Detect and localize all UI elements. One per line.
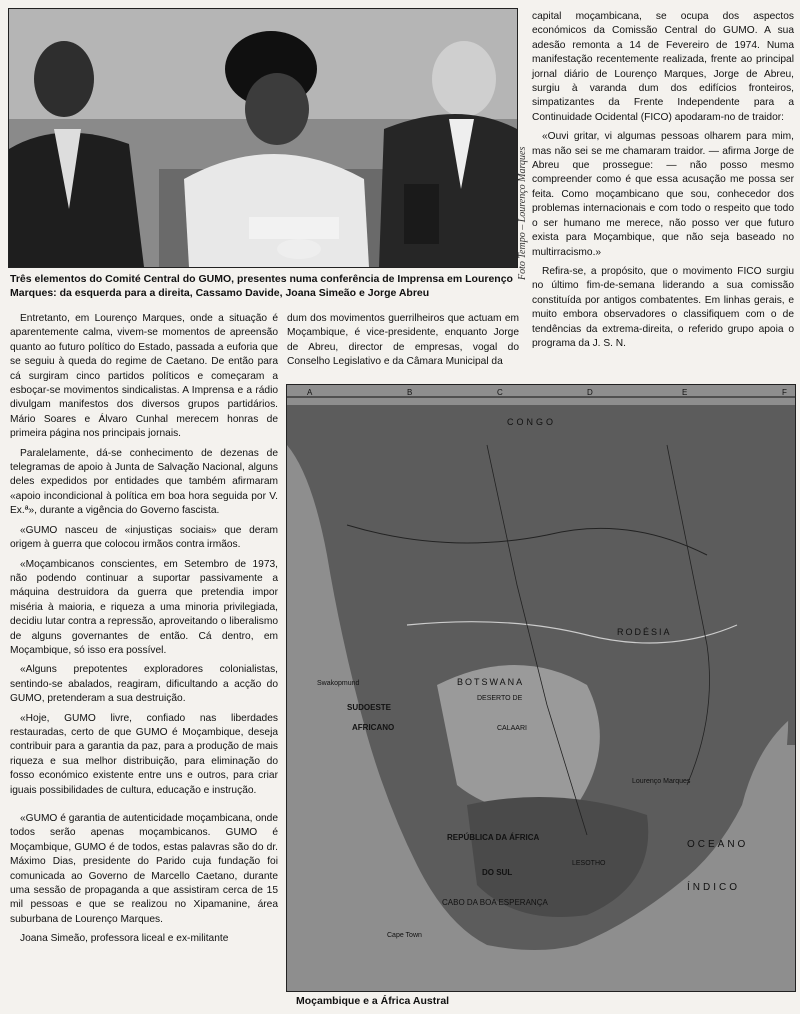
photo-credit: Foto Tempo – Lourenço Marques [517, 146, 528, 280]
article-column-3 [532, 10, 794, 356]
map-label-botswana: BOTSWANA [457, 677, 525, 687]
paragraph: «Hoje, GUMO livre, confiado nas liberdades restauradas, certo de que GUMO é Moçambique, deseja contribuir para a garantia da paz, para a produção de mais riqueza e sua melhor distribuição, para eliminação do fosso económico existente entre uns e outros, para criar iguais possibilidades de cultura, educação e instrução. [10, 712, 278, 796]
map-label-indico: ÍNDICO [687, 882, 740, 893]
grid-letter: D [587, 388, 593, 397]
map-label-sudoeste: SUDOESTE [347, 703, 392, 712]
paragraph: «Ouvi gritar, vi algumas pessoas olharem para mim, mas não sei se me chamaram traidor. — afirma Jorge de Abreu que prossegue: — não posso mesmo compreender como é que essa acusação me possa ser feita. Como moçambicano que sou, conhecedor dos problemas internacionais e com todo o respeito que todo o ser humano me merece, não posso ver que futuro exista para Moçambique, que não seja baseado no multirracismo.» [532, 131, 794, 258]
photo-caption: Três elementos do Comité Central do GUMO, presentes numa conferência de Imprensa em Lourenço Marques: da esquerda para a direita, Cassamo Davide, Joana Simeão e Jorge Abreu [10, 273, 513, 299]
grid-letter: E [682, 388, 688, 397]
grid-letter: A [307, 388, 313, 397]
map-label-cape-town: Cape Town [387, 932, 422, 939]
article-column-1 [10, 312, 278, 952]
paragraph: «GUMO é garantia de autenticidade moçambicana, onde todos serão apenas moçambicanos. GUMO é Moçambique, GUMO é de todos, estas palavras são do dr. Máximo Dias, presidente do Parido cuja fundação foi comunicada ao Governo de Marcello Caetano, durante uma sessão de propaganda a que assistiram cerca de 15 mil pessoas e que se realizou no Xipamanine, área suburbana de Lourenço Marques. [10, 813, 278, 925]
grid-letter: F [782, 388, 787, 397]
paragraph: capital moçambicana, se ocupa dos aspectos económicos da Comissão Central do GUMO. A sua adesão remonta a 14 de Fevereiro de 1974. Numa manifestação recentemente realizada, frente ao principal jornal diário de Lourenço Marques, Jorge de Abreu, surgiu à varanda dum dos edifícios fronteiros, simpatizantes da Frente Independente para a Continuidade Ocidental (FICO) apodaram-no de traidor: [532, 11, 794, 123]
map-label-lesotho: LESOTHO [572, 860, 606, 867]
southern-africa-map [286, 384, 796, 992]
map-label-calaari: CALAARI [497, 725, 527, 732]
map-label-deserto: DESERTO DE [477, 695, 523, 702]
paragraph: «Moçambicanos conscientes, em Setembro de 1973, não podendo continuar a suportar passivamente a máquina destruidora da guerra que pretendia impor miséria à maioria, e riqueza a uma minoria privilegiada, decidiu lutar contra a repressão, aproveitando o liberalismo de alguns governantes de então. Cá dentro, em Moçambique, só isso era possível. [10, 558, 278, 656]
map-label-swakopmund: Swakopmund [317, 680, 360, 687]
map-label-africano: AFRICANO [352, 723, 395, 732]
grid-letter: C [497, 388, 503, 397]
map-label-congo: CONGO [507, 417, 557, 427]
map-label-rep-africa: REPÚBLICA DA ÁFRICA [447, 833, 540, 842]
map-label-rhodesia: RODÉSIA [617, 627, 672, 637]
paragraph: Paralelamente, dá-se conhecimento de dezenas de telegramas de apoio à Junta de Salvação Nacional, alguns deles expedidos por entidades que também afirmaram «apoio incondicional à política em boa hora seguida por V. Ex.ª», durante a vigência do Governo fascista. [10, 447, 278, 517]
map-label-oceano: OCEANO [687, 839, 749, 850]
map-label-lourenco: Lourenço Marques [632, 778, 691, 785]
paragraph: «GUMO nasceu de «injustiças sociais» que deram origem à guerra que colocou irmãos contra irmãos. [10, 524, 278, 551]
map-caption: Moçambique e a África Austral [296, 995, 450, 1007]
map-label-do-sul: DO SUL [482, 868, 513, 877]
paragraph: «Alguns prepotentes exploradores colonialistas, sentindo-se abalados, reagiram, dificultando a acção do GUMO, pretenderam a sua destruição. [10, 664, 278, 705]
paragraph: Entretanto, em Lourenço Marques, onde a situação é aparentemente calma, vivem-se momentos de apreensão quanto ao futuro político do Estado, passada a euforia que se seguiu à queda do regime de Caetano. De então para cá surgiram cinco partidos políticos e começaram a esboçar-se movimentos sindicalistas. A Imprensa e a rádio divulgam manifestos dos diversos grupos partidários. Mário Soares e Álvaro Cunhal merecem honras de primeira página nos principais jornais. [10, 313, 278, 440]
paragraph: Joana Simeão, professora liceal e ex-militante [20, 933, 229, 945]
paragraph: dum dos movimentos guerrilheiros que actuam em Moçambique, é vice-presidente, enquanto Jorge de Abreu, director de empresas, vogal do Conselho Legislativo e da Câmara Municipal da [287, 313, 519, 368]
paragraph: Refira-se, a propósito, que o movimento FICO surgiu no último fim-de-semana liderando a sua comissão constituída por antigos combatentes. Em linhas gerais, e muito embora observadores o classifiquem com o de tendências da extrema-direita, o referido grupo apoia o programa da J. S. N. [532, 265, 794, 349]
article-column-2 [287, 312, 519, 375]
press-conference-photo [8, 8, 518, 268]
grid-letter: B [407, 388, 413, 397]
map-label-cabo: CABO DA BOA ESPERANÇA [442, 898, 548, 907]
